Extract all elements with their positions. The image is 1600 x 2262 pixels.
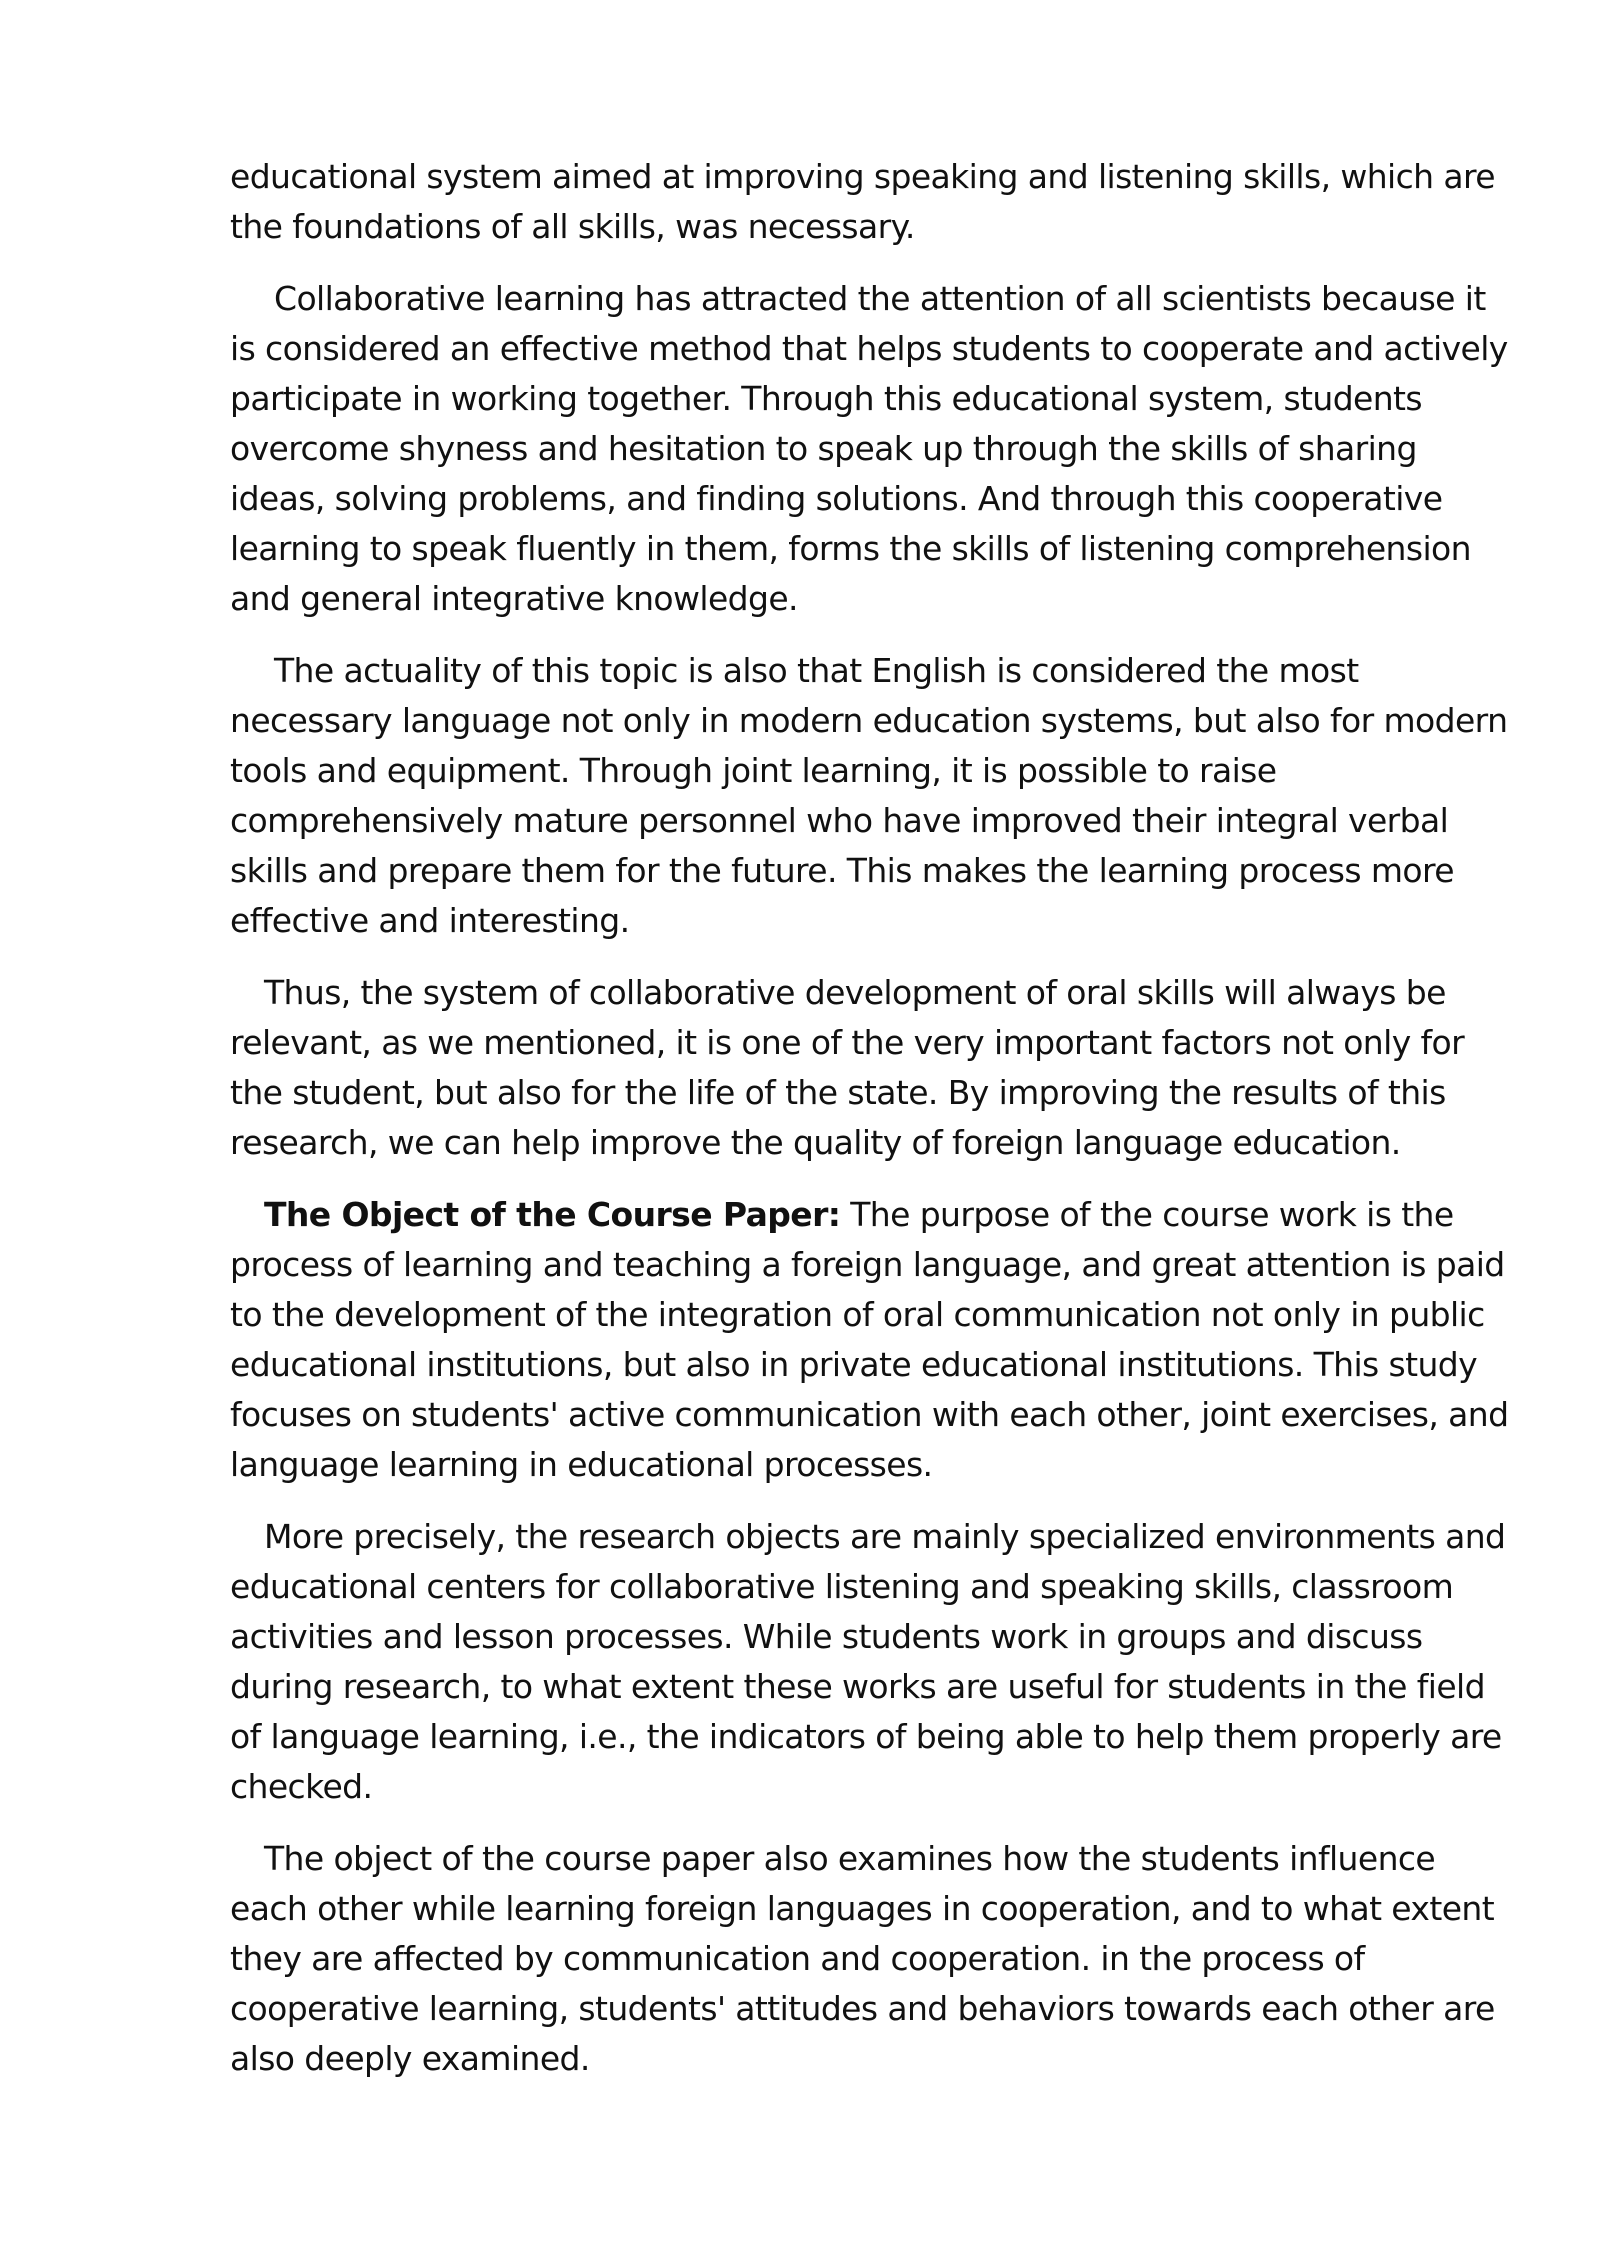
document-body bbox=[230, 152, 1510, 2106]
paragraph-text: Collaborative learning has attracted the attention of all scientists because it is considered an effective method that helps students to cooperate and actively participate in working together. Through this educational system, students overcome shyness and hesitation to speak up through the skills of sharing ideas, solving problems, and finding solutions. And through this cooperative learning to speak fluently in them, forms the skills of listening comprehension and general integrative knowledge. bbox=[230, 279, 1508, 618]
paragraph-lead-heading: The Object of the Course Paper: bbox=[264, 1195, 841, 1234]
paragraph-text: Thus, the system of collaborative development of oral skills will always be relevant, as we mentioned, it is one of the very important factors not only for the student, but also for the life of the state. By improving the results of this research, we can help improve the quality of foreign language education. bbox=[230, 973, 1465, 1162]
paragraph-text: The purpose of the course work is the process of learning and teaching a foreign language, and great attention is paid to the development of the integration of oral communication not only in public educational institutions, but also in private educational institutions. This study focuses on students' active communication with each other, joint exercises, and language learning in educational processes. bbox=[230, 1195, 1509, 1484]
paragraph-text: More precisely, the research objects are mainly specialized environments and educational centers for collaborative listening and speaking skills, classroom activities and lesson processes. While students work in groups and discuss during research, to what extent these works are useful for students in the field of language learning, i.e., the indicators of being able to help them properly are checked. bbox=[230, 1517, 1506, 1806]
paragraph-object-influence bbox=[230, 1834, 1510, 2084]
paragraph-text: The actuality of this topic is also that English is considered the most necessary language not only in modern education systems, but also for modern tools and equipment. Through joint learning, it is possible to raise comprehensively mature personnel who have improved their integral verbal skills and prepare them for the future. This makes the learning process more effective and interesting. bbox=[230, 651, 1508, 940]
paragraph-object-of-course-paper bbox=[230, 1190, 1510, 1490]
paragraph-collaborative-learning bbox=[230, 274, 1510, 624]
paragraph-thus bbox=[230, 968, 1510, 1168]
paragraph-actuality bbox=[230, 646, 1510, 946]
paragraph-text: The object of the course paper also examines how the students influence each other while learning foreign languages in cooperation, and to what extent they are affected by communication and cooperation. in the process of cooperative learning, students' attitudes and behaviors towards each other are also deeply examined. bbox=[230, 1839, 1495, 2078]
paragraph-research-objects bbox=[230, 1512, 1510, 1812]
paragraph-text: educational system aimed at improving speaking and listening skills, which are the foundations of all skills, was necessary. bbox=[230, 157, 1495, 246]
paragraph-intro-continuation bbox=[230, 152, 1510, 252]
